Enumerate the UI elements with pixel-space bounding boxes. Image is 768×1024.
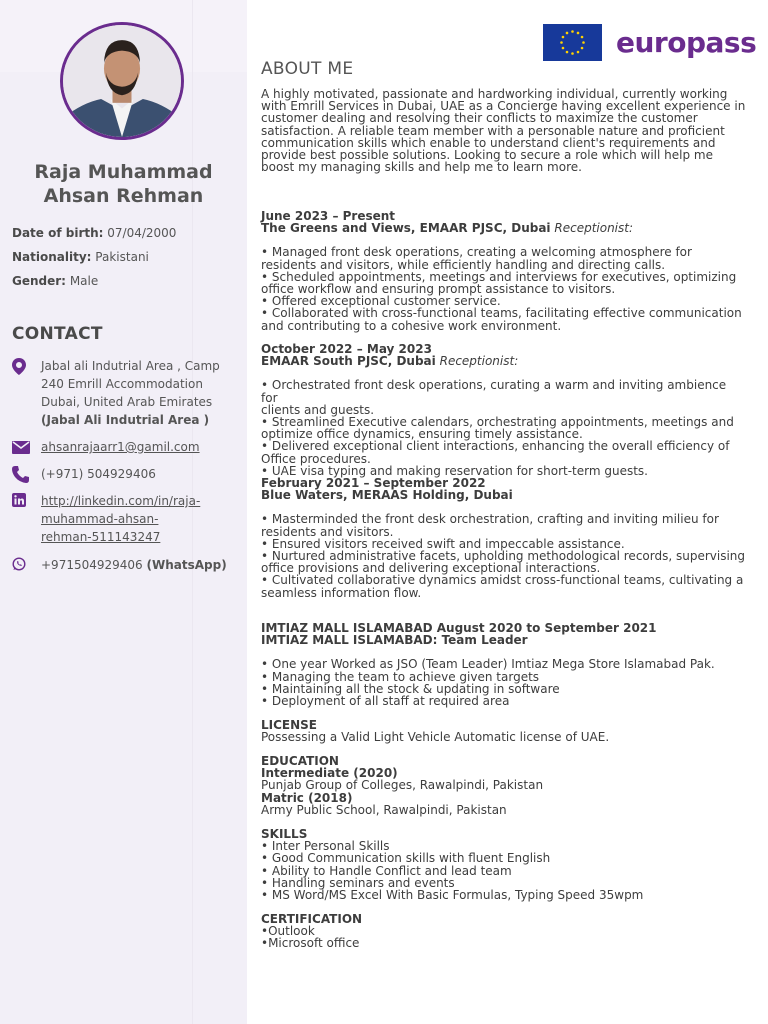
skills-heading: SKILLS	[261, 827, 308, 841]
education-school: Punjab Group of Colleges, Rawalpindi, Pakistan	[261, 778, 544, 793]
job-1-bullet: office workflow and ensuring prompt assistance to visitors.	[261, 282, 616, 297]
whatsapp-number: +971504929406	[41, 558, 143, 572]
europass-logo-text: europass	[616, 25, 757, 59]
education-degree: Intermediate (2020)	[261, 766, 398, 781]
job-1-bullet: • Offered exceptional customer service.	[261, 294, 501, 309]
contact-email	[12, 438, 237, 456]
linkedin-link-line-3[interactable]: rehman-511143247	[41, 530, 161, 544]
about-line: boost my managing skills and help me to learn more.	[261, 160, 582, 175]
certification-heading: CERTIFICATION	[261, 912, 363, 926]
job-4-bullet: • Managing the team to achieve given targets	[261, 669, 540, 684]
about-line: satisfaction. A reliable team member with a personable nature and proficient	[261, 123, 725, 138]
job-2-bullet: Office procedures.	[261, 451, 371, 466]
about-text	[261, 88, 746, 173]
flag-star	[577, 51, 580, 54]
about-line: provide best possible solutions. Looking to secure a role which will help me	[261, 148, 713, 163]
job-3-bullet: • Ensured visitors received swift and impeccable assistance.	[261, 536, 625, 551]
job-3-bullet: residents and visitors.	[261, 524, 394, 539]
contact-whatsapp	[12, 556, 237, 574]
flag-star	[571, 52, 574, 55]
job-1-bullet: residents and visitors, while efficiently handling and directing calls.	[261, 257, 666, 272]
job-1-dates: June 2023 – Present	[261, 209, 396, 223]
skill-item: • Good Communication skills with fluent English	[261, 851, 551, 866]
job-2-bullet: • Delivered exceptional client interactions, enhancing the overall efficiency of	[261, 439, 730, 454]
job-4-bullet: • One year Worked as JSO (Team Leader) Imtiaz Mega Store Islamabad Pak.	[261, 657, 715, 672]
contact-linkedin	[12, 492, 237, 546]
job-3	[261, 477, 746, 599]
skill-item: • Handling seminars and events	[261, 875, 455, 890]
profile-photo-image	[63, 25, 181, 137]
job-1-bullet: and contributing to a cohesive work environment.	[261, 318, 562, 333]
education-school: Army Public School, Rawalpindi, Pakistan	[261, 802, 507, 817]
job-3-bullet: • Nurtured administrative facets, upholding methodological records, supervising	[261, 549, 746, 564]
dob-value: 07/04/2000	[107, 226, 177, 240]
job-3-employer: Blue Waters, MERAAS Holding, Dubai	[261, 488, 513, 503]
job-2-bullet: • Streamlined Executive calendars, orchestrating appointments, meetings and	[261, 415, 734, 430]
job-4-employer: IMTIAZ MALL ISLAMABAD: Team Leader	[261, 633, 528, 648]
job-1-bullet: • Scheduled appointments, meetings and interviews for executives, optimizing	[261, 269, 737, 284]
job-4	[261, 622, 746, 707]
whatsapp-icon	[12, 556, 41, 574]
skill-item: • Inter Personal Skills	[261, 839, 390, 854]
job-2-bullet: optimize office dynamics, ensuring timely assistance.	[261, 427, 583, 442]
education-heading: EDUCATION	[261, 754, 339, 768]
contact-phone	[12, 465, 237, 483]
nationality	[12, 249, 149, 265]
job-4-bullet: • Deployment of all staff at required area	[261, 694, 510, 709]
flag-star	[562, 36, 565, 39]
about-line: with Emrill Services in Dubai, UAE as a Concierge having excellent experience in	[261, 99, 746, 114]
flag-star	[571, 30, 574, 33]
candidate-name	[0, 160, 247, 208]
job-3-bullet: office provisions and delivering exceptional interactions.	[261, 561, 601, 576]
job-3-dates: February 2021 – September 2022	[261, 476, 486, 490]
job-2-dates: October 2022 – May 2023	[261, 342, 432, 356]
address-line-1: Jabal ali Indutrial Area , Camp	[41, 359, 220, 373]
certification-item: •Outlook	[261, 924, 315, 939]
skill-item: • Ability to Handle Conflict and lead team	[261, 863, 512, 878]
flag-star	[582, 41, 585, 44]
candidate-name-line2: Ahsan Rehman	[43, 185, 204, 207]
phone-icon	[12, 465, 41, 483]
skill-item: • MS Word/MS Excel With Basic Formulas, Typing Speed 35wpm	[261, 888, 644, 903]
flag-star	[566, 51, 569, 54]
contact-address	[12, 357, 237, 429]
whatsapp-label: (WhatsApp)	[146, 558, 227, 572]
flag-star	[581, 36, 584, 39]
certification-section	[261, 913, 746, 950]
envelope-icon	[12, 438, 41, 456]
candidate-name-line1: Raja Muhammad	[34, 161, 213, 183]
job-2-bullet: • Orchestrated front desk operations, curating a warm and inviting ambience for	[261, 378, 727, 405]
job-1-bullet: • Managed front desk operations, creating a welcoming atmosphere for	[261, 245, 692, 260]
gender	[12, 273, 98, 289]
flag-star	[562, 47, 565, 50]
about-line: communication skills which enable to understand client's requirements and	[261, 135, 716, 150]
europass-logo	[543, 24, 756, 61]
job-1-role: Receptionist:	[554, 221, 634, 236]
about-line: customer dealing and resolving their conflicts to maximize the customer	[261, 111, 698, 126]
job-2-bullet: clients and guests.	[261, 402, 375, 417]
address-line-2: 240 Emrill Accommodation	[41, 377, 203, 391]
skills-section	[261, 828, 746, 901]
about-line: A highly motivated, passionate and hardworking individual, currently working	[261, 87, 728, 101]
job-2-bullet: • UAE visa typing and making reservation for short-term guests.	[261, 463, 648, 478]
flag-star	[560, 41, 563, 44]
email-link[interactable]: ahsanrajaarr1@gamil.com	[41, 440, 200, 454]
nationality-label: Nationality:	[12, 250, 92, 264]
job-2-role: Receptionist:	[439, 354, 519, 369]
education-section	[261, 755, 746, 816]
main-content	[261, 0, 756, 1024]
job-3-bullet: • Cultivated collaborative dynamics amidst cross-functional teams, cultivating a	[261, 573, 744, 588]
address-line-3: Dubai, United Arab Emirates	[41, 395, 213, 409]
job-3-bullet: • Masterminded the front desk orchestration, crafting and inviting milieu for	[261, 512, 719, 527]
job-2	[261, 343, 746, 477]
profile-photo	[60, 22, 184, 140]
dob-label: Date of birth:	[12, 226, 104, 240]
phone-number: (+971) 504929406	[41, 467, 156, 481]
linkedin-link-line-1[interactable]: http://linkedin.com/in/raja-	[41, 494, 201, 508]
license-section	[261, 719, 746, 743]
job-1	[261, 210, 746, 332]
gender-label: Gender:	[12, 274, 66, 288]
job-2-employer: EMAAR South PJSC, Dubai	[261, 354, 436, 369]
location-pin-icon	[12, 357, 41, 429]
license-text: Possessing a Valid Light Vehicle Automatic license of UAE.	[261, 730, 610, 745]
linkedin-link-line-2[interactable]: muhammad-ahsan-	[41, 512, 159, 526]
job-4-dates: IMTIAZ MALL ISLAMABAD August 2020 to September 2021	[261, 621, 657, 635]
eu-flag-icon	[543, 24, 602, 61]
education-degree: Matric (2018)	[261, 790, 353, 805]
job-1-bullet: • Collaborated with cross-functional teams, facilitating effective communication	[261, 306, 742, 321]
date-of-birth	[12, 225, 176, 241]
flag-star	[566, 32, 569, 35]
license-heading: LICENSE	[261, 718, 317, 732]
contact-heading: CONTACT	[12, 324, 103, 344]
address-line-bold: (Jabal Ali Indutrial Area )	[41, 413, 210, 427]
sidebar	[0, 0, 247, 1024]
job-1-employer: The Greens and Views, EMAAR PJSC, Dubai	[261, 221, 551, 236]
job-4-bullet: • Maintaining all the stock & updating in software	[261, 681, 560, 696]
about-heading: ABOUT ME	[261, 59, 354, 79]
certification-item: •Microsoft office	[261, 936, 360, 951]
flag-star	[577, 32, 580, 35]
flag-star	[581, 47, 584, 50]
linkedin-icon	[12, 492, 41, 546]
job-3-bullet: seamless information flow.	[261, 585, 422, 600]
nationality-value: Pakistani	[95, 250, 149, 264]
gender-value: Male	[69, 274, 99, 288]
